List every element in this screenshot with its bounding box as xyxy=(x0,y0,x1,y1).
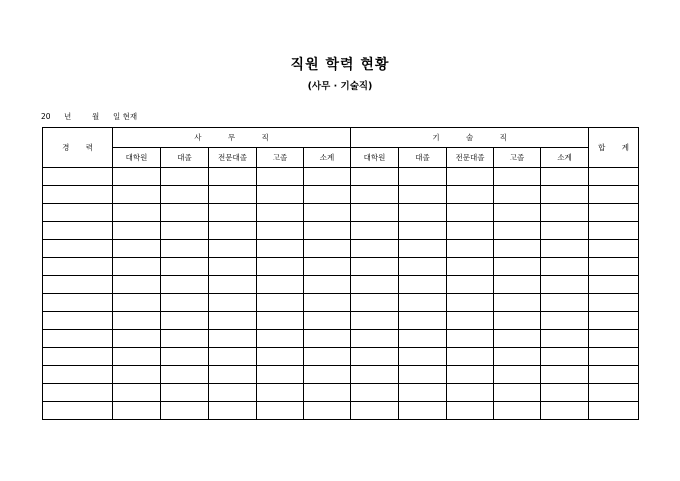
table-row xyxy=(43,294,639,312)
table-cell xyxy=(589,222,639,240)
table-cell xyxy=(257,366,304,384)
table-row xyxy=(43,276,639,294)
table-cell xyxy=(304,402,351,420)
table-cell xyxy=(494,276,541,294)
table-cell xyxy=(399,348,447,366)
table-cell xyxy=(304,330,351,348)
col-header-tech-college: 전문대졸 xyxy=(447,148,494,168)
table-cell xyxy=(447,186,494,204)
table-cell xyxy=(541,204,589,222)
table-cell xyxy=(541,258,589,276)
table-cell xyxy=(447,294,494,312)
col-header-office-graduate-school: 대학원 xyxy=(113,148,161,168)
table-cell xyxy=(589,168,639,186)
table-cell xyxy=(209,186,257,204)
table-cell xyxy=(589,294,639,312)
table-cell xyxy=(257,204,304,222)
table-cell xyxy=(351,366,399,384)
table-cell xyxy=(209,168,257,186)
table-cell xyxy=(257,312,304,330)
table-cell xyxy=(304,312,351,330)
technical-staff-header: 기 술 직 xyxy=(351,128,589,148)
table-cell xyxy=(351,384,399,402)
table-cell xyxy=(399,168,447,186)
table-cell xyxy=(304,168,351,186)
col-header-tech-high-school: 고졸 xyxy=(494,148,541,168)
table-cell xyxy=(447,258,494,276)
table-cell xyxy=(43,204,113,222)
table-cell xyxy=(447,402,494,420)
table-cell xyxy=(161,330,209,348)
table-cell xyxy=(304,366,351,384)
table-cell xyxy=(113,222,161,240)
table-cell xyxy=(541,330,589,348)
table-cell xyxy=(541,186,589,204)
table-cell xyxy=(209,348,257,366)
table-cell xyxy=(43,312,113,330)
table-cell xyxy=(113,402,161,420)
date-month-label: 월 xyxy=(92,112,100,121)
table-cell xyxy=(43,276,113,294)
table-cell xyxy=(161,186,209,204)
table-cell xyxy=(589,204,639,222)
table-cell xyxy=(447,204,494,222)
col-header-tech-subtotal: 소계 xyxy=(541,148,589,168)
table-cell xyxy=(113,168,161,186)
col-header-office-high-school: 고졸 xyxy=(257,148,304,168)
table-cell xyxy=(494,366,541,384)
table-cell xyxy=(541,294,589,312)
table-cell xyxy=(209,312,257,330)
table-cell xyxy=(351,312,399,330)
table-cell xyxy=(43,294,113,312)
table-cell xyxy=(209,402,257,420)
table-cell xyxy=(494,312,541,330)
table-cell xyxy=(494,222,541,240)
table-cell xyxy=(447,222,494,240)
table-cell xyxy=(541,402,589,420)
table-cell xyxy=(304,204,351,222)
table-cell xyxy=(494,186,541,204)
table-cell xyxy=(399,330,447,348)
table-cell xyxy=(541,222,589,240)
table-cell xyxy=(113,348,161,366)
table-cell xyxy=(351,348,399,366)
table-cell xyxy=(43,186,113,204)
table-cell xyxy=(541,168,589,186)
table-cell xyxy=(113,186,161,204)
table-cell xyxy=(113,294,161,312)
table-cell xyxy=(351,168,399,186)
table-cell xyxy=(209,240,257,258)
table-cell xyxy=(447,240,494,258)
table-cell xyxy=(209,222,257,240)
table-cell xyxy=(351,222,399,240)
table-cell xyxy=(399,312,447,330)
table-cell xyxy=(399,366,447,384)
table-cell xyxy=(161,222,209,240)
table-cell xyxy=(161,366,209,384)
table-row xyxy=(43,204,639,222)
table-cell xyxy=(43,348,113,366)
table-cell xyxy=(43,366,113,384)
table-cell xyxy=(161,276,209,294)
table-cell xyxy=(209,384,257,402)
table-cell xyxy=(257,402,304,420)
table-cell xyxy=(447,168,494,186)
table-row xyxy=(43,258,639,276)
table-cell xyxy=(113,366,161,384)
date-year-prefix: 20 xyxy=(41,112,51,121)
table-cell xyxy=(351,240,399,258)
header-row-columns xyxy=(43,148,639,168)
office-staff-header: 사 무 직 xyxy=(113,128,351,148)
table-cell xyxy=(161,312,209,330)
table-cell xyxy=(113,330,161,348)
date-line xyxy=(41,111,137,122)
col-header-office-university: 대졸 xyxy=(161,148,209,168)
table-cell xyxy=(304,294,351,312)
col-header-tech-university: 대졸 xyxy=(399,148,447,168)
table-cell xyxy=(43,222,113,240)
table-cell xyxy=(447,348,494,366)
table-cell xyxy=(304,222,351,240)
table-cell xyxy=(113,204,161,222)
table-cell xyxy=(304,186,351,204)
table-cell xyxy=(351,258,399,276)
col-header-office-college: 전문대졸 xyxy=(209,148,257,168)
table-cell xyxy=(541,240,589,258)
table-cell xyxy=(209,330,257,348)
date-day-label: 일 현재 xyxy=(113,112,138,121)
table-cell xyxy=(304,258,351,276)
table-cell xyxy=(257,168,304,186)
table-cell xyxy=(589,330,639,348)
table-cell xyxy=(351,330,399,348)
table-row xyxy=(43,222,639,240)
table-row xyxy=(43,384,639,402)
table-cell xyxy=(447,366,494,384)
table-cell xyxy=(113,258,161,276)
table-cell xyxy=(399,276,447,294)
table-body xyxy=(43,168,639,420)
table-row xyxy=(43,240,639,258)
col-header-office-subtotal: 소계 xyxy=(304,148,351,168)
table-cell xyxy=(494,294,541,312)
table-cell xyxy=(304,384,351,402)
page-title: 직원 학력 현황 xyxy=(290,57,390,73)
table-cell xyxy=(541,366,589,384)
table-cell xyxy=(589,402,639,420)
table-cell xyxy=(541,348,589,366)
table-cell xyxy=(257,384,304,402)
table-cell xyxy=(43,384,113,402)
table-cell xyxy=(399,222,447,240)
table-cell xyxy=(589,366,639,384)
table-cell xyxy=(447,384,494,402)
table-cell xyxy=(304,348,351,366)
table-cell xyxy=(351,186,399,204)
table-cell xyxy=(399,186,447,204)
table-cell xyxy=(209,276,257,294)
table-cell xyxy=(43,330,113,348)
table-cell xyxy=(304,240,351,258)
table-cell xyxy=(161,240,209,258)
table-cell xyxy=(161,402,209,420)
table-cell xyxy=(589,258,639,276)
table-row xyxy=(43,366,639,384)
table-cell xyxy=(494,204,541,222)
header-row-groups xyxy=(43,128,639,148)
table-cell xyxy=(494,402,541,420)
date-year-label: 년 xyxy=(64,112,72,121)
table-cell xyxy=(257,258,304,276)
table-cell xyxy=(257,240,304,258)
table-cell xyxy=(589,186,639,204)
table-cell xyxy=(494,348,541,366)
table-cell xyxy=(399,240,447,258)
table-cell xyxy=(209,294,257,312)
table-cell xyxy=(494,258,541,276)
col-header-tech-graduate-school: 대학원 xyxy=(351,148,399,168)
table-cell xyxy=(399,402,447,420)
table-cell xyxy=(351,204,399,222)
page-subtitle: (사무 · 기술직) xyxy=(307,81,373,92)
table-cell xyxy=(209,366,257,384)
table-cell xyxy=(161,204,209,222)
table-cell xyxy=(447,276,494,294)
education-status-table xyxy=(42,127,639,420)
table-cell xyxy=(43,258,113,276)
table-cell xyxy=(589,348,639,366)
table-cell xyxy=(43,168,113,186)
total-header: 합 계 xyxy=(589,128,639,168)
table-cell xyxy=(494,384,541,402)
table-cell xyxy=(399,258,447,276)
table-cell xyxy=(257,330,304,348)
table-cell xyxy=(399,204,447,222)
table-cell xyxy=(113,312,161,330)
table-cell xyxy=(257,276,304,294)
table-cell xyxy=(494,168,541,186)
table-cell xyxy=(113,384,161,402)
table-cell xyxy=(161,348,209,366)
table-cell xyxy=(257,294,304,312)
table-cell xyxy=(447,312,494,330)
table-cell xyxy=(351,402,399,420)
table-cell xyxy=(161,384,209,402)
table-cell xyxy=(161,168,209,186)
table-cell xyxy=(399,384,447,402)
table-cell xyxy=(589,384,639,402)
table-row xyxy=(43,186,639,204)
table-cell xyxy=(209,258,257,276)
table-cell xyxy=(43,240,113,258)
career-header: 경 력 xyxy=(43,128,113,168)
table-cell xyxy=(113,240,161,258)
table-cell xyxy=(43,402,113,420)
table-cell xyxy=(257,348,304,366)
table-cell xyxy=(161,258,209,276)
table-row xyxy=(43,330,639,348)
table-cell xyxy=(257,222,304,240)
table-cell xyxy=(541,312,589,330)
table-row xyxy=(43,312,639,330)
table-cell xyxy=(304,276,351,294)
table-cell xyxy=(541,276,589,294)
table-cell xyxy=(589,276,639,294)
table-cell xyxy=(351,294,399,312)
table-row xyxy=(43,348,639,366)
table-cell xyxy=(494,330,541,348)
table-cell xyxy=(399,294,447,312)
table-cell xyxy=(209,204,257,222)
table-row xyxy=(43,402,639,420)
table-cell xyxy=(447,330,494,348)
table-cell xyxy=(351,276,399,294)
table-cell xyxy=(161,294,209,312)
table-cell xyxy=(589,240,639,258)
table-cell xyxy=(257,186,304,204)
table-cell xyxy=(113,276,161,294)
table-cell xyxy=(541,384,589,402)
table-cell xyxy=(494,240,541,258)
table-row xyxy=(43,168,639,186)
table-cell xyxy=(589,312,639,330)
